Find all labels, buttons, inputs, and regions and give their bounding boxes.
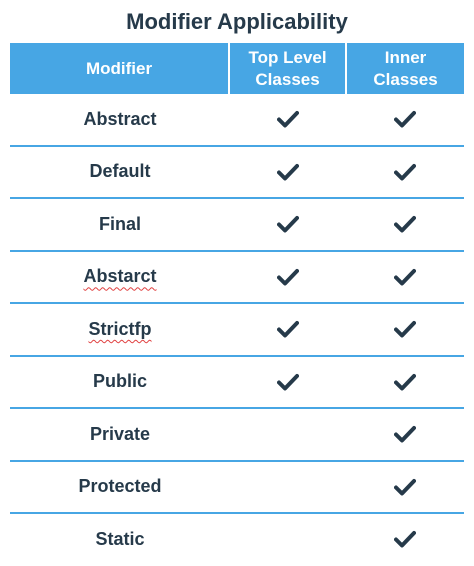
inner-cell (346, 357, 464, 408)
check-icon (277, 110, 299, 128)
check-icon (277, 373, 299, 391)
header-inner-classes (345, 43, 464, 94)
table-row (10, 252, 464, 305)
check-icon (394, 163, 416, 181)
top-level-cell (230, 514, 346, 565)
modifier-label: Final (98, 213, 141, 234)
header-modifier: Modifier (85, 58, 153, 78)
modifier-cell (10, 252, 230, 303)
modifier-label: Protected (78, 476, 162, 497)
check-icon (394, 425, 416, 443)
check-icon (394, 110, 416, 128)
check-icon (394, 530, 416, 548)
top-level-cell (230, 462, 346, 513)
inner-cell (346, 514, 464, 565)
table-row (10, 147, 464, 200)
modifier-label: Private (89, 423, 151, 444)
modifier-label: Default (89, 161, 151, 182)
inner-cell (346, 94, 464, 145)
modifier-cell (10, 199, 230, 250)
modifier-cell (10, 409, 230, 460)
check-icon (394, 478, 416, 496)
modifier-label: Abstarct (83, 266, 157, 287)
modifier-cell (10, 304, 230, 355)
check-icon (394, 268, 416, 286)
inner-cell (346, 199, 464, 250)
modifier-cell (10, 462, 230, 513)
top-level-cell (230, 304, 346, 355)
modifier-table (10, 43, 464, 565)
modifier-cell (10, 147, 230, 198)
table-row (10, 94, 464, 147)
inner-cell (346, 462, 464, 513)
modifier-cell (10, 94, 230, 145)
top-level-cell (230, 409, 346, 460)
check-icon (277, 163, 299, 181)
header-top-level-label: Top Level Classes (248, 47, 327, 89)
inner-cell (346, 147, 464, 198)
table-header (10, 43, 464, 94)
page-title: Modifier Applicability (126, 9, 348, 34)
modifier-label: Public (92, 371, 147, 392)
check-icon (394, 215, 416, 233)
modifier-label: Static (95, 528, 145, 549)
inner-cell (346, 252, 464, 303)
modifier-cell (10, 514, 230, 565)
top-level-cell (230, 147, 346, 198)
check-icon (394, 373, 416, 391)
table-row (10, 462, 464, 515)
modifier-label: Abstract (83, 108, 157, 129)
check-icon (394, 320, 416, 338)
table-row (10, 304, 464, 357)
table-row (10, 357, 464, 410)
top-level-cell (230, 94, 346, 145)
top-level-cell (230, 252, 346, 303)
check-icon (277, 268, 299, 286)
modifier-label: Strictfp (88, 318, 152, 339)
table-row (10, 409, 464, 462)
table-row (10, 514, 464, 565)
inner-cell (346, 409, 464, 460)
header-top-level-classes (228, 43, 345, 94)
header-inner-label: Inner Classes (373, 47, 438, 89)
top-level-cell (230, 199, 346, 250)
table-body (10, 94, 464, 565)
check-icon (277, 215, 299, 233)
top-level-cell (230, 357, 346, 408)
check-icon (277, 320, 299, 338)
table-row (10, 199, 464, 252)
modifier-cell (10, 357, 230, 408)
inner-cell (346, 304, 464, 355)
